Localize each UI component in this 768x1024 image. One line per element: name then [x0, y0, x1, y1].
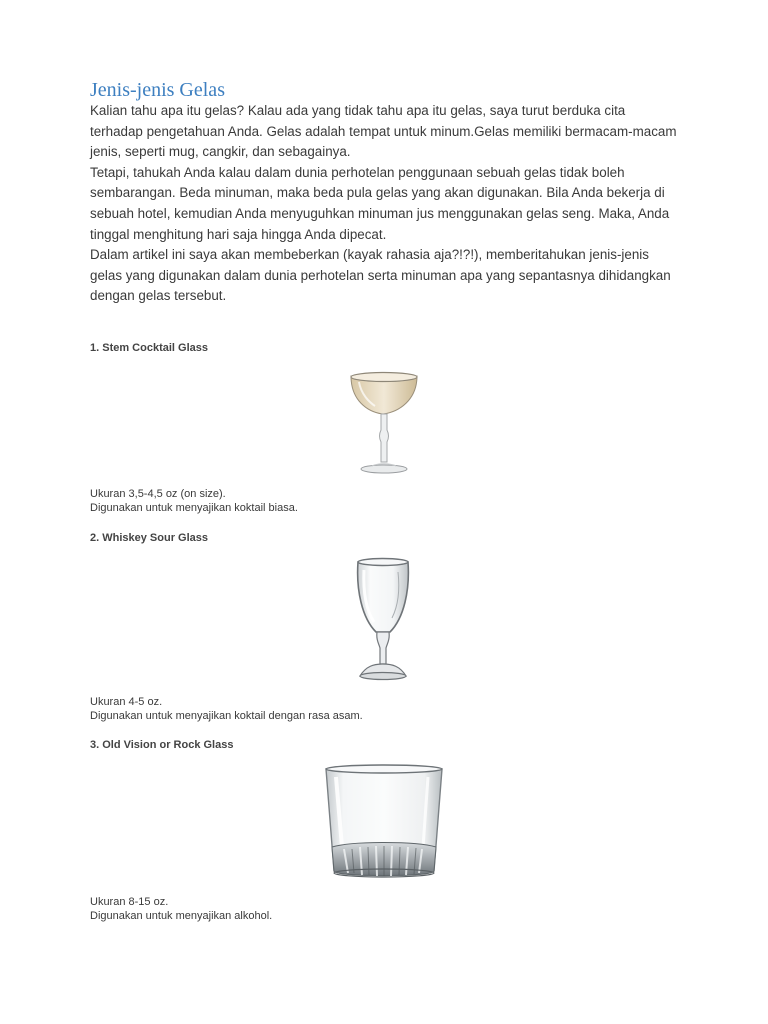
intro-paragraph: Tetapi, tahukah Anda kalau dalam dunia perhotelan penggunaan sebuah gelas tidak boleh sembarangan. Beda minuman, maka beda pula gelas yang akan digunakan. Bila Anda bekerja di sebuah hotel, kemudian Anda menyuguhkan minuman jus menggunakan gelas seng. Maka, Anda tinggal menghitung hari saja hingga Anda dipecat.	[90, 164, 670, 242]
page-title: Jenis-jenis Gelas	[90, 79, 225, 101]
description-stem-cocktail	[90, 487, 298, 515]
section-heading-stem-cocktail: 1. Stem Cocktail Glass	[90, 342, 208, 354]
intro-text	[90, 101, 680, 307]
section-heading-whiskey-sour: 2. Whiskey Sour Glass	[90, 532, 208, 544]
glass-size: Ukuran 3,5-4,5 oz (on size).	[90, 488, 226, 500]
rock-glass-image	[322, 763, 446, 885]
glass-usage: Digunakan untuk menyajikan alkohol.	[90, 910, 273, 922]
glass-size: Ukuran 4-5 oz.	[90, 696, 163, 708]
description-rock-glass	[90, 895, 272, 923]
stem-cocktail-glass-image	[345, 370, 425, 476]
glass-usage: Digunakan untuk menyajikan koktail dengan rasa asam.	[90, 710, 363, 722]
intro-paragraph: Kalian tahu apa itu gelas? Kalau ada yang tidak tahu apa itu gelas, saya turut berduka cita terhadap pengetahuan Anda. Gelas adalah tempat untuk minum.Gelas memiliki bermacam-macam jenis, seperti mug, cangkir, dan sebagainya.	[90, 103, 677, 160]
description-whiskey-sour	[90, 695, 363, 723]
glass-usage: Digunakan untuk menyajikan koktail biasa.	[90, 502, 298, 514]
intro-paragraph: Dalam artikel ini saya akan membeberkan (kayak rahasia aja?!?!), memberitahukan jenis-jenis gelas yang digunakan dalam dunia perhotelan serta minuman apa yang sepantasnya dihidangkan dengan gelas tersebut.	[90, 247, 671, 304]
glass-size: Ukuran 8-15 oz.	[90, 896, 169, 908]
section-heading-rock-glass: 3. Old Vision or Rock Glass	[90, 739, 234, 751]
whiskey-sour-glass-image	[352, 556, 414, 684]
